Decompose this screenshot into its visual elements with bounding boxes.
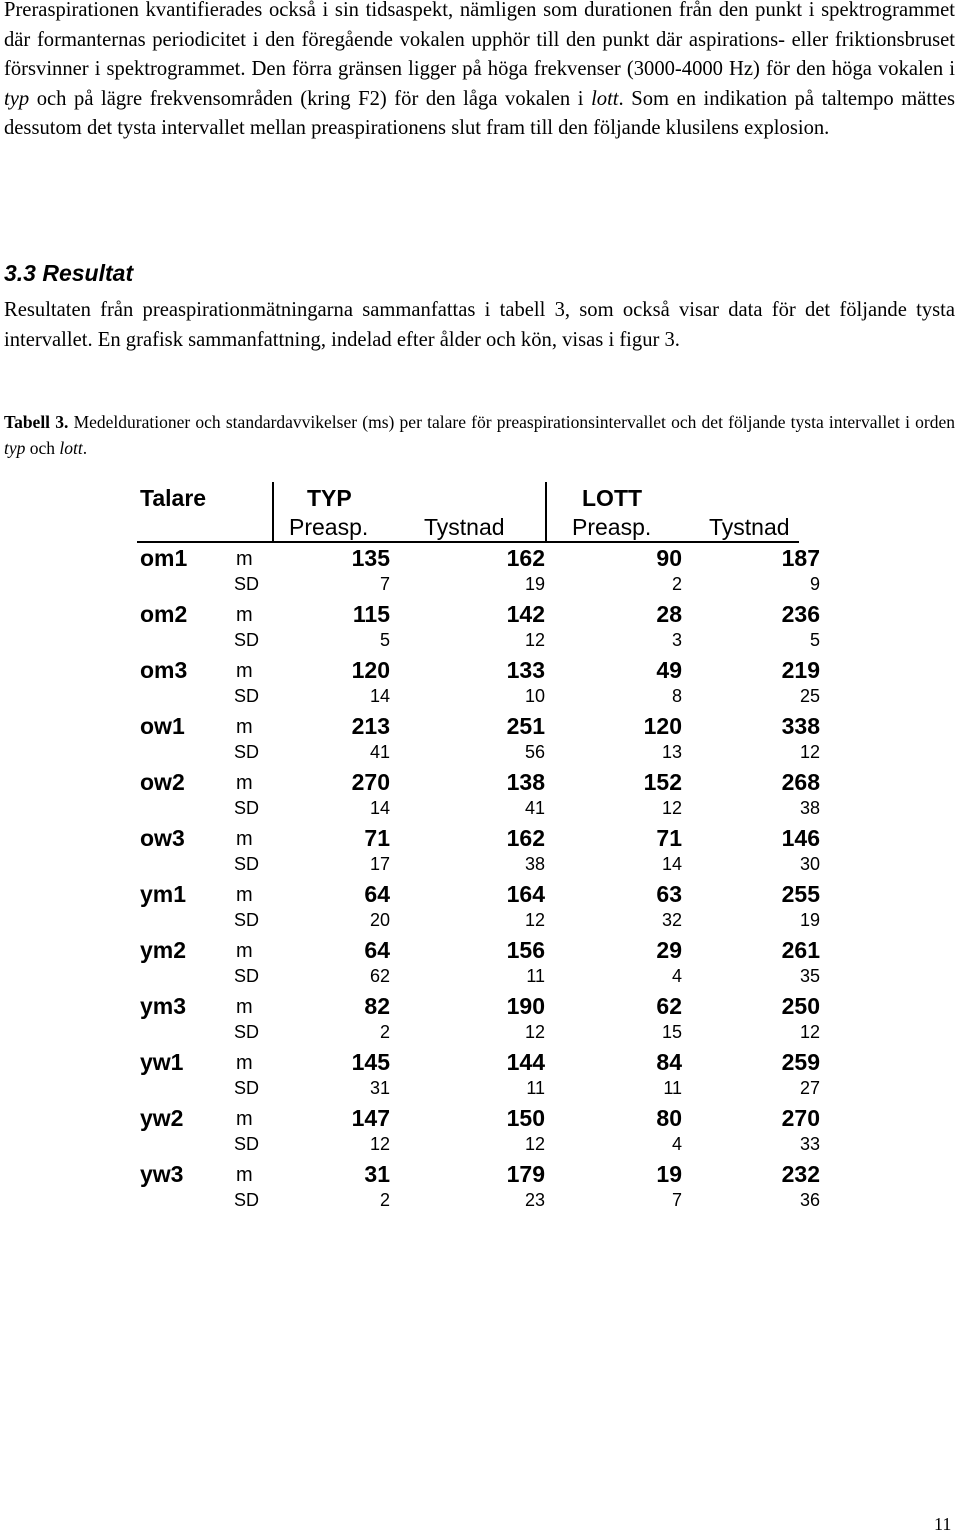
sd-value: 11 (663, 1078, 682, 1098)
mean-value: 251 (506, 713, 545, 739)
subheader-typ-tystnad: Tystnad (424, 514, 505, 540)
mean-value: 142 (506, 601, 545, 627)
table-row (0, 879, 960, 935)
mean-value: 162 (506, 545, 545, 571)
sd-value: 19 (524, 574, 545, 594)
mean-value: 82 (364, 993, 390, 1019)
mean-value: 259 (781, 1049, 820, 1075)
sd-label: SD (234, 854, 260, 874)
mean-value: 144 (506, 1049, 545, 1075)
mean-value: 270 (781, 1105, 820, 1131)
subheader-typ-preasp: Preasp. (289, 514, 369, 540)
sd-label: SD (234, 686, 260, 706)
subheader-lott-preasp: Preasp. (572, 514, 652, 540)
sd-value: 30 (799, 854, 820, 874)
sd-value: 17 (369, 854, 390, 874)
sd-value: 12 (524, 1134, 545, 1154)
mean-label: m (236, 940, 253, 962)
sd-value: 38 (524, 854, 545, 874)
mean-value: 219 (781, 657, 820, 683)
sd-value: 41 (369, 742, 390, 762)
sd-value: 8 (671, 686, 682, 706)
sd-value: 14 (661, 854, 682, 874)
sd-label: SD (234, 1190, 260, 1210)
sd-value: 7 (671, 1190, 682, 1210)
sd-value: 12 (369, 1134, 390, 1154)
table-row (0, 599, 960, 655)
mean-label: m (236, 828, 253, 850)
section-heading: 3.3 Resultat (4, 260, 134, 286)
table-row (0, 655, 960, 711)
sd-value: 4 (671, 1134, 682, 1154)
table-caption: Tabell 3. Medeldurationer och standardavvikelser (ms) per talare för preaspirationsintervallet och det följande tysta intervallet i orden typ och lott. (4, 412, 955, 458)
mean-value: 64 (364, 881, 390, 907)
sd-label: SD (234, 1022, 260, 1042)
mean-label: m (236, 772, 253, 794)
sd-value: 32 (661, 910, 682, 930)
table-row (0, 767, 960, 823)
sd-value: 15 (661, 1022, 682, 1042)
header-typ: TYP (307, 485, 352, 511)
divider-lott (545, 482, 547, 542)
mean-value: 31 (364, 1161, 390, 1187)
sd-value: 20 (369, 910, 390, 930)
mean-value: 29 (656, 937, 682, 963)
speaker-label: ym2 (140, 937, 187, 963)
header-lott: LOTT (582, 485, 643, 511)
sd-value: 41 (524, 798, 545, 818)
table-row (0, 711, 960, 767)
mean-value: 120 (351, 657, 390, 683)
mean-value: 268 (781, 769, 820, 795)
mean-value: 71 (364, 825, 390, 851)
speaker-label: yw2 (140, 1105, 184, 1131)
speaker-label: om2 (140, 601, 188, 627)
sd-label: SD (234, 1078, 260, 1098)
sd-value: 11 (526, 1078, 545, 1098)
sd-value: 12 (524, 910, 545, 930)
mean-value: 90 (656, 545, 682, 571)
paragraph-results: Resultaten från preaspirationmätningarna sammanfattas i tabell 3, som också visar data för det följande tysta intervallet. En grafisk sammanfattning, indelad efter ålder och kön, visas i figur 3. (4, 299, 955, 351)
sd-value: 12 (661, 798, 682, 818)
mean-label: m (236, 1052, 253, 1074)
mean-value: 135 (351, 545, 390, 571)
sd-label: SD (234, 910, 260, 930)
mean-value: 270 (351, 769, 390, 795)
mean-value: 261 (781, 937, 820, 963)
mean-value: 152 (643, 769, 682, 795)
sd-value: 3 (671, 630, 682, 650)
sd-value: 2 (379, 1022, 390, 1042)
sd-value: 2 (671, 574, 682, 594)
mean-value: 84 (656, 1049, 682, 1075)
speaker-label: om3 (140, 657, 188, 683)
table-row (0, 935, 960, 991)
mean-value: 162 (506, 825, 545, 851)
sd-value: 14 (369, 798, 390, 818)
mean-value: 250 (781, 993, 820, 1019)
sd-value: 12 (524, 1022, 545, 1042)
mean-value: 64 (364, 937, 390, 963)
sd-value: 10 (524, 686, 545, 706)
mean-value: 63 (656, 881, 682, 907)
sd-label: SD (234, 966, 260, 986)
sd-value: 12 (524, 630, 545, 650)
mean-value: 71 (656, 825, 682, 851)
mean-label: m (236, 548, 253, 570)
mean-value: 145 (351, 1049, 390, 1075)
sd-value: 27 (799, 1078, 820, 1098)
mean-value: 187 (781, 545, 820, 571)
page-number: 11 (934, 1514, 952, 1534)
header-talare: Talare (140, 485, 207, 511)
sd-value: 9 (809, 574, 820, 594)
sd-value: 5 (379, 630, 390, 650)
speaker-label: ow2 (140, 769, 185, 795)
mean-value: 49 (656, 657, 682, 683)
paragraph-method: Preraspirationen kvantifierades också i sin tidsaspekt, nämligen som durationen från den punkt i spektrogrammet där formanternas periodicitet i den föregående vokalen upphör till den punkt där aspirations- eller friktionsbruset försvinner i spektrogrammet. Den förra gränsen ligger på höga frekvenser (3000-4000 Hz) för den höga vokalen i typ och på lägre frekvensområden (kring F2) för den låga vokalen i lott. Som en indikation på taltempo mättes dessutom det tysta intervallet mellan preaspirationens slut fram till den följande klusilens explosion. (4, 0, 956, 140)
sd-value: 12 (799, 1022, 820, 1042)
sd-value: 25 (799, 686, 820, 706)
mean-value: 147 (351, 1105, 390, 1131)
mean-label: m (236, 996, 253, 1018)
speaker-label: yw3 (140, 1161, 184, 1187)
mean-value: 213 (351, 713, 390, 739)
mean-value: 232 (781, 1161, 820, 1187)
sd-label: SD (234, 574, 260, 594)
mean-value: 138 (506, 769, 545, 795)
sd-value: 2 (379, 1190, 390, 1210)
sd-label: SD (234, 630, 260, 650)
sd-value: 14 (369, 686, 390, 706)
speaker-label: ow1 (140, 713, 185, 739)
mean-label: m (236, 1108, 253, 1130)
speaker-label: ym1 (140, 881, 187, 907)
mean-value: 80 (656, 1105, 682, 1131)
mean-label: m (236, 884, 253, 906)
sd-label: SD (234, 798, 260, 818)
mean-value: 150 (506, 1105, 545, 1131)
sd-value: 11 (526, 966, 545, 986)
divider-typ (272, 482, 274, 542)
table-row (0, 991, 960, 1047)
subheader-lott-tystnad: Tystnad (709, 514, 790, 540)
mean-value: 62 (656, 993, 682, 1019)
speaker-label: ow3 (140, 825, 185, 851)
mean-value: 236 (781, 601, 820, 627)
sd-value: 62 (369, 966, 390, 986)
sd-value: 35 (799, 966, 820, 986)
table-row (0, 1159, 960, 1215)
table-row (0, 823, 960, 879)
mean-value: 179 (506, 1161, 545, 1187)
sd-value: 31 (369, 1078, 390, 1098)
mean-value: 146 (781, 825, 820, 851)
table-row (0, 1047, 960, 1103)
table-row (0, 543, 960, 599)
sd-value: 7 (379, 574, 390, 594)
sd-value: 19 (799, 910, 820, 930)
sd-value: 12 (799, 742, 820, 762)
sd-value: 5 (809, 630, 820, 650)
sd-value: 38 (799, 798, 820, 818)
mean-value: 190 (506, 993, 545, 1019)
sd-value: 36 (799, 1190, 820, 1210)
sd-value: 13 (661, 742, 682, 762)
speaker-label: ym3 (140, 993, 187, 1019)
mean-value: 120 (643, 713, 682, 739)
caption-label: Tabell 3. (4, 412, 69, 432)
sd-value: 4 (671, 966, 682, 986)
sd-label: SD (234, 742, 260, 762)
mean-label: m (236, 660, 253, 682)
mean-value: 156 (506, 937, 545, 963)
sd-label: SD (234, 1134, 260, 1154)
mean-value: 133 (506, 657, 545, 683)
speaker-label: yw1 (140, 1049, 184, 1075)
mean-value: 28 (656, 601, 682, 627)
sd-value: 23 (524, 1190, 545, 1210)
sd-value: 33 (799, 1134, 820, 1154)
mean-value: 19 (656, 1161, 682, 1187)
sd-value: 56 (524, 742, 545, 762)
mean-value: 338 (781, 713, 820, 739)
mean-value: 115 (352, 601, 390, 627)
mean-value: 255 (781, 881, 820, 907)
speaker-label: om1 (140, 545, 188, 571)
mean-label: m (236, 716, 253, 738)
mean-value: 164 (506, 881, 545, 907)
mean-label: m (236, 1164, 253, 1186)
table-row (0, 1103, 960, 1159)
mean-label: m (236, 604, 253, 626)
